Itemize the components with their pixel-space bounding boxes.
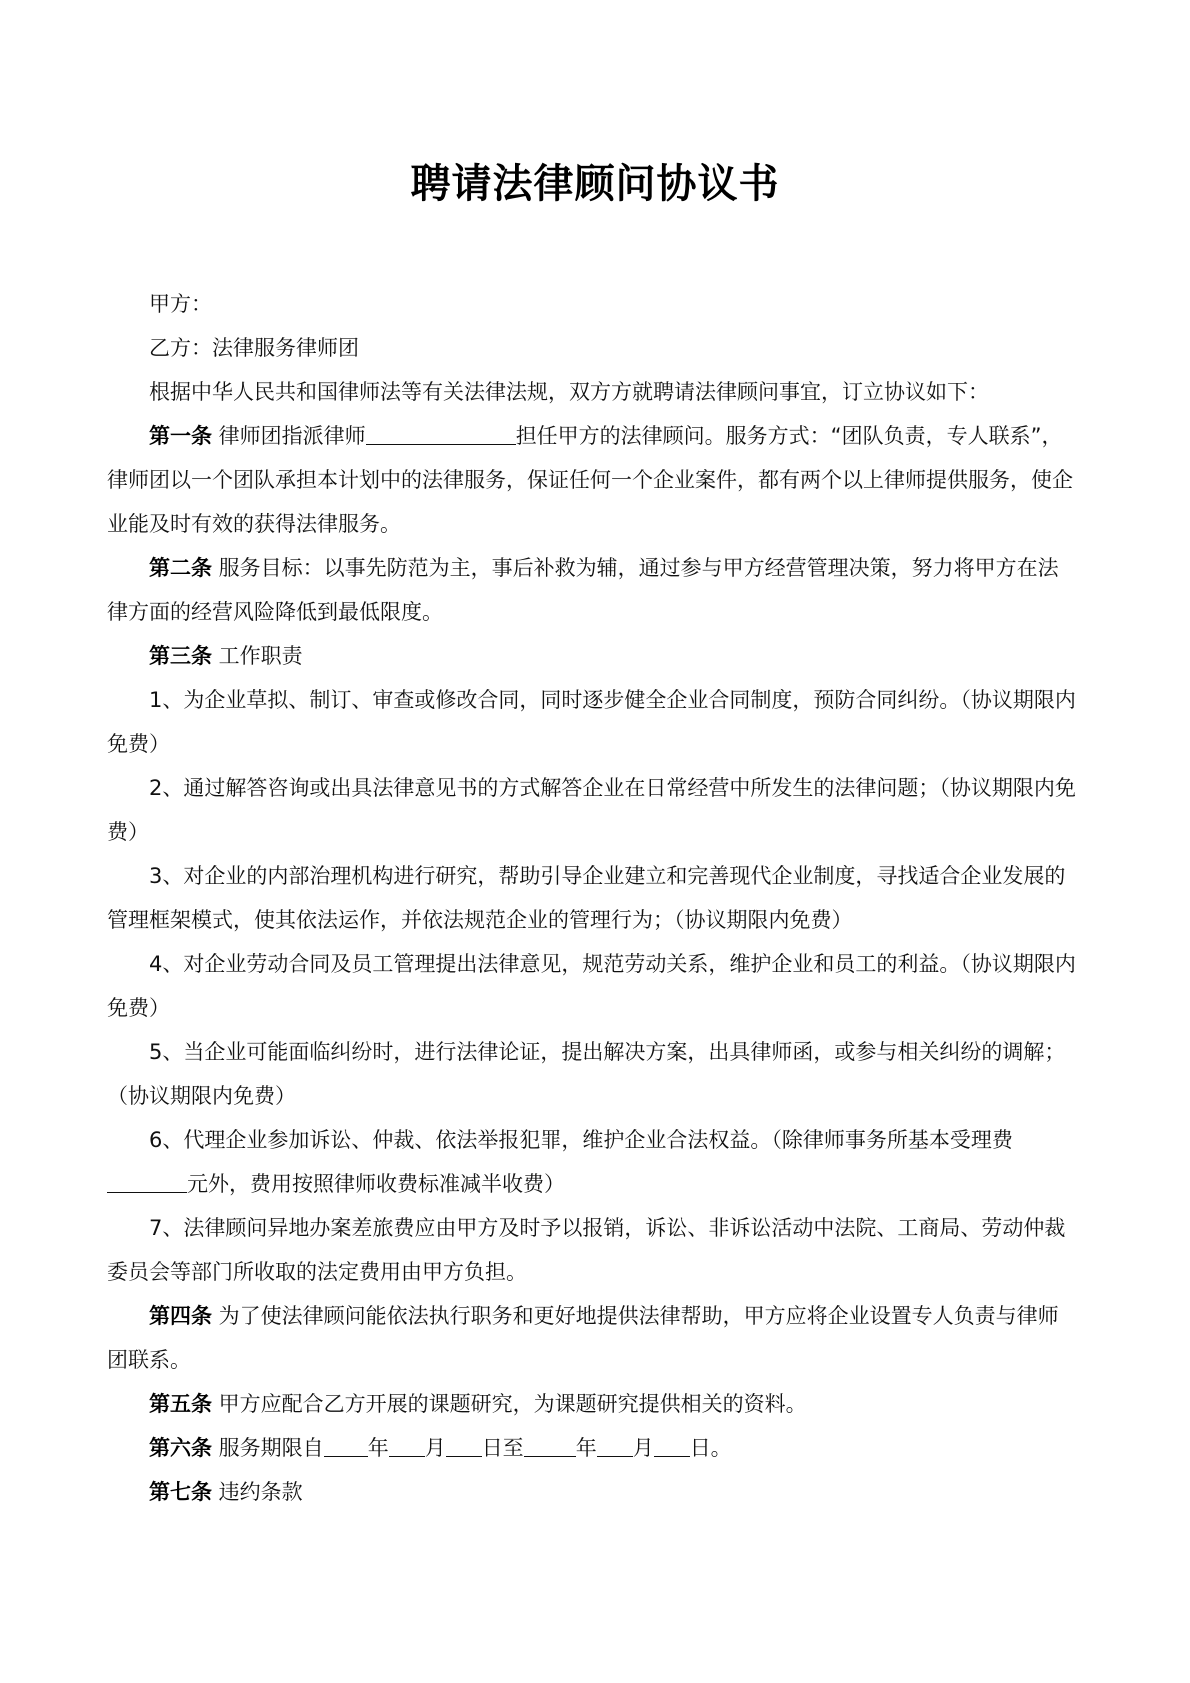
article-6-prefix: 服务期限自 — [212, 1436, 324, 1460]
start-year-blank — [324, 1434, 368, 1457]
article-4-text: 为了使法律顾问能依法执行职务和更好地提供法律帮助，甲方应将企业设置专人负责与律师团联系。 — [107, 1304, 1059, 1372]
base-fee-blank — [107, 1170, 187, 1193]
start-month-label: 月 — [424, 1436, 446, 1460]
article-5-text: 甲方应配合乙方开展的课题研究，为课题研究提供相关的资料。 — [212, 1392, 807, 1416]
duty-item-4: 4、对企业劳动合同及员工管理提出法律意见，规范劳动关系，维护企业和员工的利益。（协议期限内免费） — [107, 952, 1076, 1020]
end-month-blank — [597, 1434, 633, 1457]
end-day-blank — [654, 1434, 690, 1457]
article-3-text: 工作职责 — [212, 644, 303, 668]
duty-item-6-before: 6、代理企业参加诉讼、仲裁、依法举报犯罪，维护企业合法权益。（除律师事务所基本受理费 — [149, 1128, 1013, 1152]
article-2 — [107, 546, 1077, 634]
party-b-line: 乙方：法律服务律师团 — [149, 336, 359, 360]
start-month-blank — [389, 1434, 425, 1457]
article-4-heading: 第四条 — [149, 1304, 212, 1328]
article-1-text-before: 律师团指派律师 — [212, 424, 366, 448]
start-day-label: 日至 — [481, 1436, 524, 1460]
end-day-label: 日。 — [689, 1436, 732, 1460]
duty-item-7: 7、法律顾问异地办案差旅费应由甲方及时予以报销，诉讼、非诉讼活动中法院、工商局、劳动仲裁委员会等部门所收取的法定费用由甲方负担。 — [107, 1216, 1066, 1284]
document-body — [107, 282, 1077, 1514]
duty-item-1: 1、为企业草拟、制订、审查或修改合同，同时逐步健全企业合同制度，预防合同纠纷。（协议期限内免费） — [107, 688, 1076, 756]
preamble: 根据中华人民共和国律师法等有关法律法规，双方方就聘请法律顾问事宜，订立协议如下： — [149, 380, 989, 404]
start-year-label: 年 — [367, 1436, 389, 1460]
duty-item-6-after: 元外，费用按照律师收费标准减半收费） — [187, 1172, 565, 1196]
duty-item-2: 2、通过解答咨询或出具法律意见书的方式解答企业在日常经营中所发生的法律问题；（协议期限内免费） — [107, 776, 1076, 844]
duty-item-5: 5、当企业可能面临纠纷时，进行法律论证，提出解决方案，出具律师函，或参与相关纠纷的调解；（协议期限内免费） — [107, 1040, 1066, 1108]
article-5-heading: 第五条 — [149, 1392, 212, 1416]
article-1 — [107, 414, 1077, 546]
end-month-label: 月 — [632, 1436, 654, 1460]
lawyer-name-blank — [366, 422, 516, 445]
article-2-text: 服务目标：以事先防范为主，事后补救为辅，通过参与甲方经营管理决策，努力将甲方在法律方面的经营风险降低到最低限度。 — [107, 556, 1059, 624]
article-3-heading: 第三条 — [149, 644, 212, 668]
article-1-text-after: 担任甲方的法律顾问。服务方式：“团队负责，专人联系”，律师团以一个团队承担本计划中的法律服务，保证任何一个企业案件，都有两个以上律师提供服务，使企业能及时有效的获得法律服务。 — [107, 424, 1073, 536]
article-6 — [107, 1426, 1077, 1470]
end-year-blank — [524, 1434, 576, 1457]
start-day-blank — [446, 1434, 482, 1457]
article-1-heading: 第一条 — [149, 424, 212, 448]
article-3 — [107, 634, 1077, 678]
duty-item-3: 3、对企业的内部治理机构进行研究，帮助引导企业建立和完善现代企业制度，寻找适合企业发展的管理框架模式，使其依法运作，并依法规范企业的管理行为；（协议期限内免费） — [107, 864, 1066, 932]
article-2-heading: 第二条 — [149, 556, 212, 580]
end-year-label: 年 — [575, 1436, 597, 1460]
article-6-heading: 第六条 — [149, 1436, 212, 1460]
article-7-heading: 第七条 — [149, 1480, 212, 1504]
article-7-text: 违约条款 — [212, 1480, 303, 1504]
article-5 — [107, 1382, 1077, 1426]
party-a-line: 甲方： — [149, 292, 212, 316]
document-title: 聘请法律顾问协议书 — [410, 161, 780, 207]
article-4 — [107, 1294, 1077, 1382]
article-7 — [107, 1470, 1077, 1514]
duty-item-6 — [107, 1118, 1077, 1206]
